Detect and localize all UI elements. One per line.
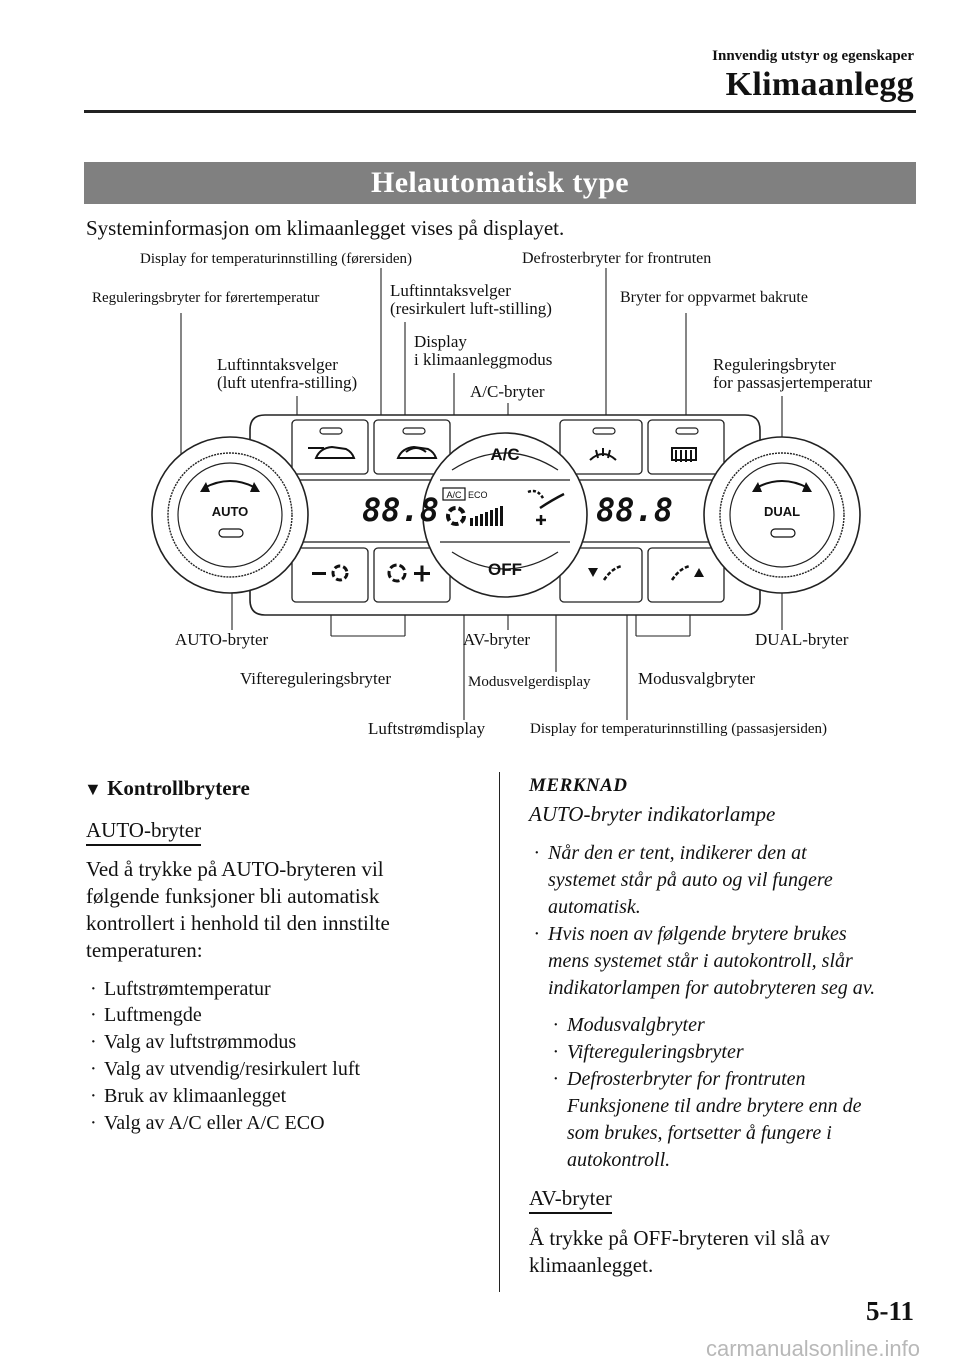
list-item: · Bruk av klimaanlegget bbox=[104, 1083, 286, 1109]
list-item: · Valg av utvendig/resirkulert luft bbox=[104, 1056, 360, 1082]
label-ac-switch: A/C-bryter bbox=[470, 382, 545, 401]
note-title: MERKNAD bbox=[529, 775, 628, 796]
section-banner: Helautomatisk type bbox=[84, 162, 916, 204]
off-label: OFF bbox=[488, 560, 522, 579]
running-header-title: Klimaanlegg bbox=[725, 66, 914, 103]
label-driver-temp-display: Display for temperaturinnstilling (førersiden) bbox=[140, 251, 413, 267]
label-off-switch: AV-bryter bbox=[463, 630, 531, 649]
ac-indicator: A/C bbox=[446, 490, 462, 500]
section-heading: ▼ Kontrollbrytere bbox=[84, 776, 250, 800]
column-divider bbox=[499, 772, 500, 1292]
dual-indicator-lamp bbox=[771, 529, 795, 537]
driver-temp-readout: 88.8 bbox=[362, 491, 440, 529]
label-mode-display-1: Display bbox=[414, 332, 467, 351]
note-sub-bullet: · Defrosterbryter for frontruten bbox=[567, 1066, 806, 1092]
list-item: · Valg av A/C eller A/C ECO bbox=[104, 1110, 325, 1136]
label-airflow-display: Luftstrømdisplay bbox=[368, 719, 486, 738]
eco-indicator: ECO bbox=[468, 490, 488, 500]
note-sub-bullet: · Modusvalgbryter bbox=[567, 1012, 705, 1038]
auto-indicator-lamp bbox=[219, 529, 243, 537]
triangle-bullet-icon: ▼ bbox=[84, 779, 102, 799]
label-passenger-temp-2: for passasjertemperatur bbox=[713, 373, 873, 392]
label-front-defroster: Defrosterbryter for frontruten bbox=[522, 250, 712, 267]
subheading-auto: AUTO-bryter bbox=[86, 818, 201, 843]
label-fresh-2: (luft utenfra-stilling) bbox=[217, 373, 358, 392]
label-auto-switch: AUTO-bryter bbox=[175, 630, 269, 649]
note-bullet: · Når den er tent, indikerer den at systemet står på auto og vil fungere automatisk. bbox=[548, 840, 833, 921]
label-fan-control: Viftereguleringsbryter bbox=[240, 669, 391, 688]
list-item: · Valg av luftstrømmodus bbox=[104, 1029, 296, 1055]
watermark: carmanualsonline.info bbox=[705, 1336, 920, 1361]
dual-label: DUAL bbox=[763, 504, 801, 519]
label-dual-switch: DUAL-bryter bbox=[755, 630, 849, 649]
note-subtitle: AUTO-bryter indikatorlampe bbox=[529, 802, 776, 826]
label-passenger-temp-display: Display for temperaturinnstilling (passasjersiden) bbox=[530, 721, 828, 737]
auto-label: AUTO bbox=[211, 504, 249, 519]
list-item: · Luftstrømtemperatur bbox=[104, 976, 271, 1002]
label-mode-selector: Modusvalgbryter bbox=[638, 669, 756, 688]
note-bullet: · Hvis noen av følgende brytere brukes mens systemet står i autokontroll, slår indikatorlampen for autobryteren seg av. bbox=[548, 921, 875, 1002]
note-continuation: Funksjonene til andre brytere enn de som brukes, fortsetter å fungere i autokontroll. bbox=[567, 1095, 862, 1171]
label-recirc-2: (resirkulert luft-stilling) bbox=[390, 299, 552, 318]
label-fresh-1: Luftinntaksvelger bbox=[217, 355, 338, 374]
note-sub-bullet: · Viftereguleringsbryter bbox=[567, 1039, 744, 1065]
page-number: 5-11 bbox=[865, 1296, 914, 1326]
label-recirc-1: Luftinntaksvelger bbox=[390, 281, 511, 300]
auto-paragraph: Ved å trykke på AUTO-bryteren vil følgende funksjoner bli automatisk kontrollert i henhold til den innstilte temperaturen: bbox=[86, 857, 390, 962]
off-paragraph: Å trykke på OFF-bryteren vil slå av klimaanlegget. bbox=[529, 1226, 830, 1277]
passenger-temp-readout: 88.8 bbox=[596, 491, 674, 529]
fan-down-button[interactable] bbox=[292, 548, 368, 602]
subheading-off: AV-bryter bbox=[529, 1186, 612, 1211]
label-mode-selector-display: Modusvelgerdisplay bbox=[468, 674, 591, 690]
mode-up-button[interactable] bbox=[648, 548, 724, 602]
intro-text: Systeminformasjon om klimaanlegget vises på displayet. bbox=[86, 216, 565, 240]
label-rear-defroster: Bryter for oppvarmet bakrute bbox=[620, 289, 808, 306]
label-passenger-temp-1: Reguleringsbryter bbox=[713, 355, 836, 374]
label-driver-temp-control: Reguleringsbryter for førertemperatur bbox=[92, 290, 320, 306]
list-item: · Luftmengde bbox=[104, 1002, 202, 1028]
label-mode-display-2: i klimaanleggmodus bbox=[414, 350, 553, 369]
running-header-section: Innvendig utstyr og egenskaper bbox=[712, 48, 914, 64]
ac-label: A/C bbox=[490, 445, 520, 464]
